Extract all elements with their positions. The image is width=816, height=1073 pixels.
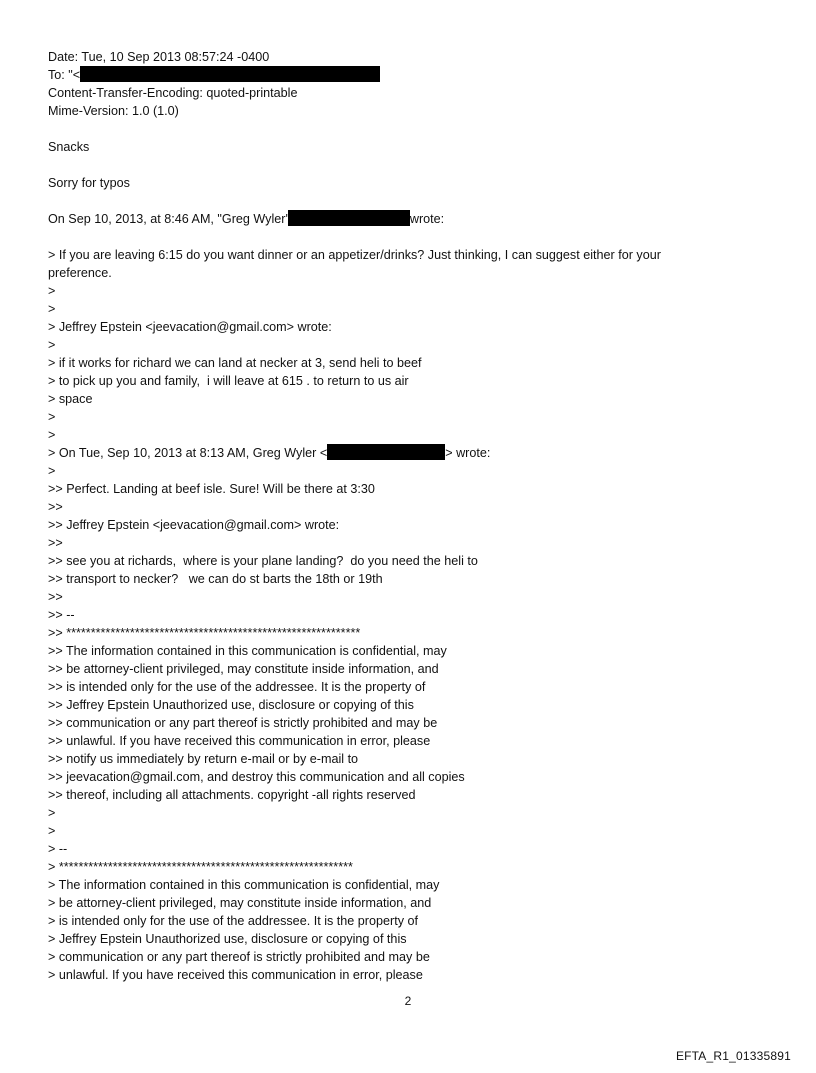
quoted-attribution [48,444,748,462]
quoted-line: > Jeffrey Epstein Unauthorized use, disclosure or copying of this [48,932,407,946]
quoted-line: >> Jeffrey Epstein <jeevacation@gmail.com> wrote: [48,518,340,532]
blank-line [48,192,748,210]
quoted-line: >> [48,590,63,604]
quoted-line: >> notify us immediately by return e-mail or by e-mail to [48,752,359,766]
header-to [48,66,748,84]
blank-line [48,156,748,174]
quoted-line: > -- [48,842,68,856]
quoted-line: > to pick up you and family, i will leave at 615 . to return to us air [48,374,409,388]
quoted-line: >> communication or any part thereof is strictly prohibited and may be [48,716,438,730]
quoted-line: > [48,410,56,424]
bates-number: EFTA_R1_01335891 [675,1049,791,1063]
quoted-line: > if it works for richard we can land at necker at 3, send heli to beef [48,356,422,370]
quoted-line: >> -- [48,608,75,622]
quoted-line: > is intended only for the use of the addressee. It is the property of [48,914,418,928]
quoted-line: >> Jeffrey Epstein Unauthorized use, disclosure or copying of this [48,698,414,712]
page-number: 2 [404,994,412,1008]
quoted-line: >> [48,500,63,514]
header-encoding: Content-Transfer-Encoding: quoted-printable [48,86,298,100]
quoted-line: >> jeevacation@gmail.com, and destroy this communication and all copies [48,770,465,784]
redaction-box [80,66,380,82]
quoted-line: >> transport to necker? we can do st barts the 18th or 19th [48,572,383,586]
quoted-line: > communication or any part thereof is strictly prohibited and may be [48,950,430,964]
quoted-line: >> unlawful. If you have received this communication in error, please [48,734,431,748]
quoted-line: > unlawful. If you have received this communication in error, please [48,968,423,982]
attribution-text: On Sep 10, 2013, at 8:46 AM, "Greg Wyler' [48,212,288,226]
redaction-box [327,444,445,460]
blank-line [48,120,748,138]
quoted-line: >> [48,536,63,550]
quoted-line: >> thereof, including all attachments. copyright -all rights reserved [48,788,416,802]
email-body [48,48,748,984]
header-mime: Mime-Version: 1.0 (1.0) [48,104,179,118]
quoted-line: > [48,338,56,352]
quoted-line: >> see you at richards, where is your plane landing? do you need the heli to [48,554,478,568]
reply-attribution [48,210,748,228]
quoted-line: >> Perfect. Landing at beef isle. Sure! Will be there at 3:30 [48,482,375,496]
quoted-line: >> be attorney-client privileged, may constitute inside information, and [48,662,439,676]
attribution-wrote: > wrote: [445,446,491,460]
quoted-line: > The information contained in this communication is confidential, may [48,878,440,892]
quoted-line: > Jeffrey Epstein <jeevacation@gmail.com> wrote: [48,320,332,334]
quoted-line: preference. [48,266,112,280]
blank-line [48,228,748,246]
redaction-box [288,210,410,226]
quoted-line: > space [48,392,93,406]
body-snacks: Snacks [48,140,90,154]
attribution-wrote: wrote: [409,212,445,226]
quoted-line: > [48,824,56,838]
quoted-line: > ************************************************************ [48,860,353,874]
body-typos: Sorry for typos [48,176,130,190]
quoted-line: > If you are leaving 6:15 do you want dinner or an appetizer/drinks? Just thinking, I can suggest either for your [48,248,661,262]
quoted-line: > [48,302,56,316]
quoted-line: >> is intended only for the use of the addressee. It is the property of [48,680,426,694]
quoted-line: >> ************************************************************ [48,626,361,640]
attribution-text: > On Tue, Sep 10, 2013 at 8:13 AM, Greg Wyler < [48,446,328,460]
quoted-line: > [48,806,56,820]
header-date: Date: Tue, 10 Sep 2013 08:57:24 -0400 [48,50,270,64]
header-to-label: To: "< [48,68,81,82]
quoted-line: > [48,464,56,478]
quoted-line: >> The information contained in this communication is confidential, may [48,644,447,658]
quoted-line: > [48,428,56,442]
quoted-line: > be attorney-client privileged, may constitute inside information, and [48,896,432,910]
quoted-line: > [48,284,56,298]
